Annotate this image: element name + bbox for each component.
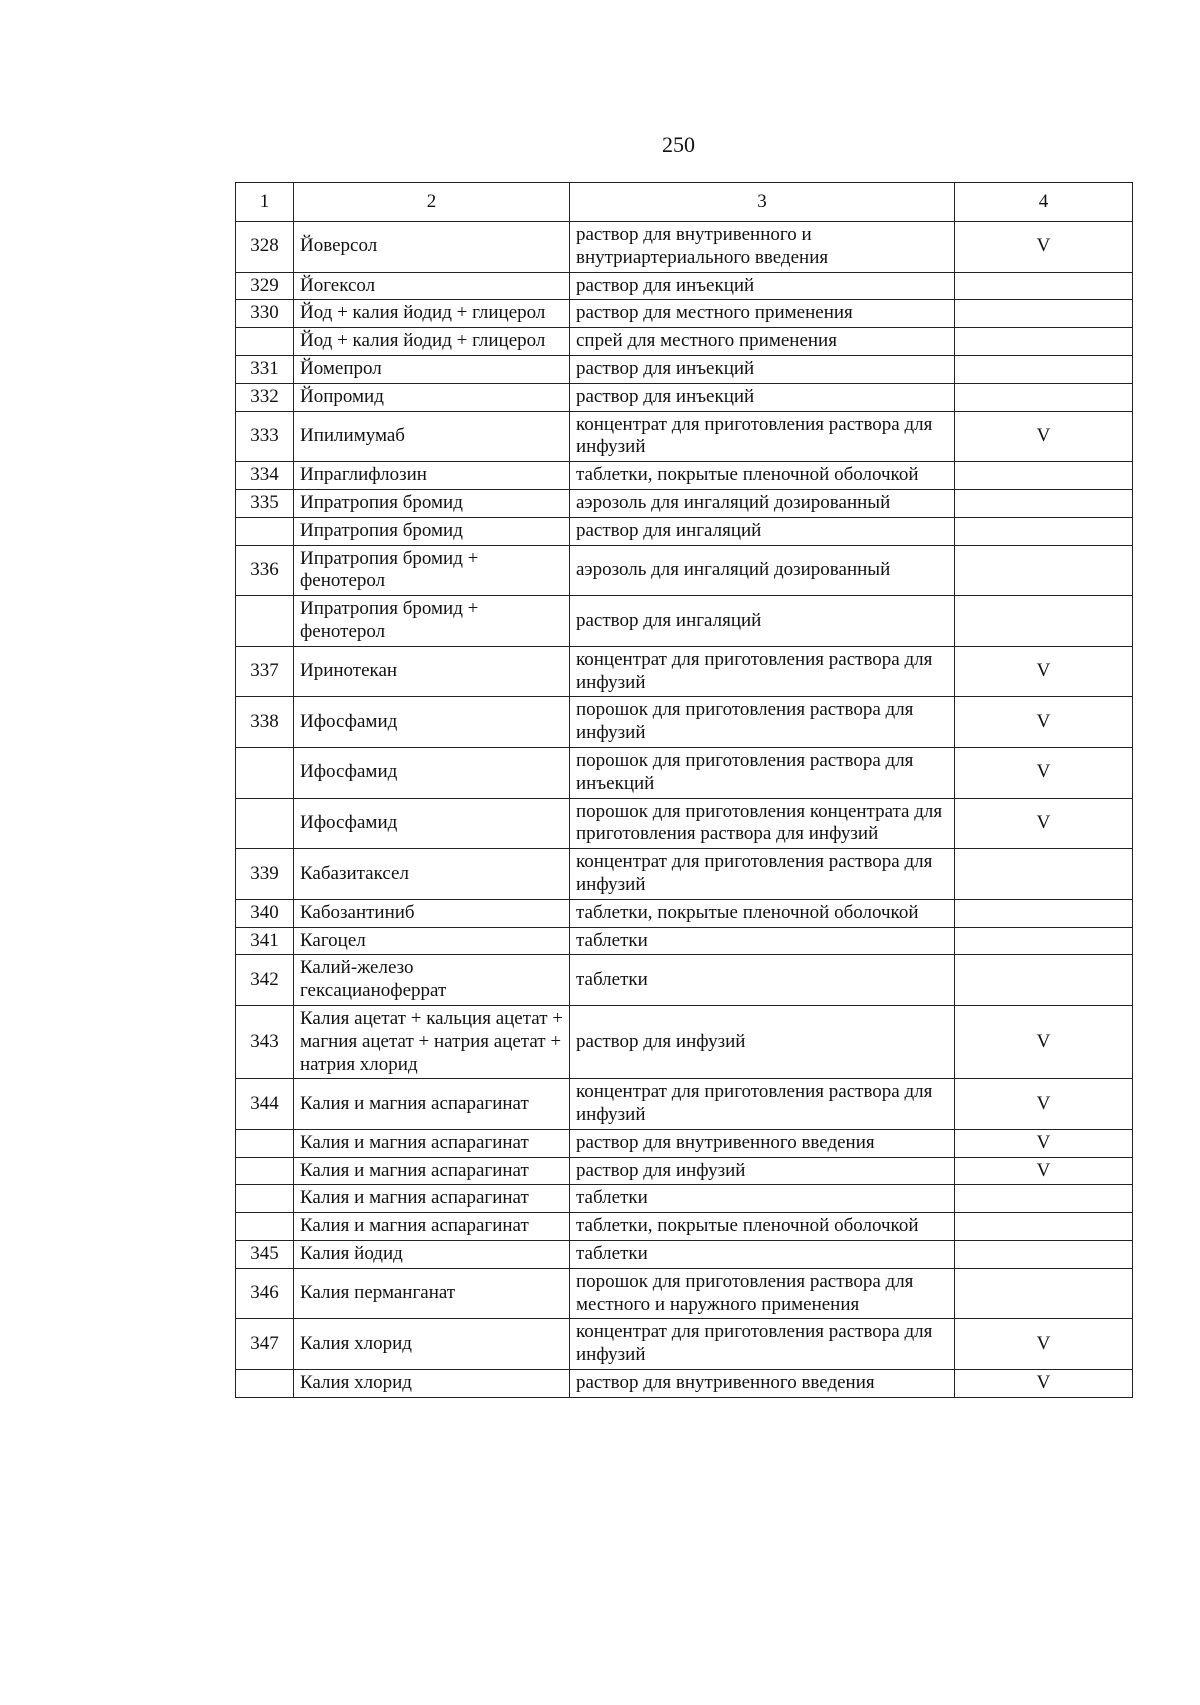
mark-cell [955,1213,1133,1241]
drug-name-cell: Ифосфамид [294,747,570,798]
dosage-form-cell: концентрат для приготовления раствора для инфузий [570,411,955,462]
drug-name-cell: Ипратропия бромид [294,517,570,545]
mark-cell: V [955,411,1133,462]
table-row [236,462,1133,490]
dosage-form-cell: таблетки [570,927,955,955]
table-row [236,1319,1133,1370]
table-row [236,328,1133,356]
row-number-cell: 328 [236,222,294,273]
dosage-form-cell: раствор для инъекций [570,272,955,300]
dosage-form-cell: раствор для инъекций [570,355,955,383]
mark-cell: V [955,222,1133,273]
drug-name-cell: Йомепрол [294,355,570,383]
dosage-form-cell: таблетки [570,1185,955,1213]
table-row [236,489,1133,517]
drug-name-cell: Калия перманганат [294,1268,570,1319]
mark-cell [955,272,1133,300]
drug-name-cell: Ипилимумаб [294,411,570,462]
drug-name-cell: Йод + калия йодид + глицерол [294,328,570,356]
dosage-form-cell: концентрат для приготовления раствора для инфузий [570,849,955,900]
table-row [236,1079,1133,1130]
dosage-form-cell: раствор для внутривенного введения [570,1129,955,1157]
table-row [236,545,1133,596]
drug-name-cell: Йоверсол [294,222,570,273]
row-number-cell [236,1157,294,1185]
drug-name-cell: Ифосфамид [294,697,570,748]
mark-cell [955,899,1133,927]
drug-name-cell: Иринотекан [294,646,570,697]
header-cell-form: 3 [570,183,955,222]
table-row [236,517,1133,545]
dosage-form-cell: порошок для приготовления раствора для местного и наружного применения [570,1268,955,1319]
dosage-form-cell: аэрозоль для ингаляций дозированный [570,489,955,517]
row-number-cell: 335 [236,489,294,517]
row-number-cell [236,1185,294,1213]
drug-name-cell: Йод + калия йодид + глицерол [294,300,570,328]
row-number-cell [236,1370,294,1398]
drug-name-cell: Йопромид [294,383,570,411]
table-row [236,383,1133,411]
drug-name-cell: Калия хлорид [294,1370,570,1398]
dosage-form-cell: раствор для ингаляций [570,596,955,647]
dosage-form-cell: раствор для местного применения [570,300,955,328]
header-cell-number: 1 [236,183,294,222]
row-number-cell: 332 [236,383,294,411]
table-row [236,411,1133,462]
table-row [236,1129,1133,1157]
table-row [236,747,1133,798]
table-row [236,272,1133,300]
table-row [236,1157,1133,1185]
drug-name-cell: Кагоцел [294,927,570,955]
dosage-form-cell: порошок для приготовления концентрата для приготовления раствора для инфузий [570,798,955,849]
mark-cell: V [955,646,1133,697]
row-number-cell: 339 [236,849,294,900]
row-number-cell: 341 [236,927,294,955]
row-number-cell: 337 [236,646,294,697]
table-row [236,222,1133,273]
mark-cell: V [955,697,1133,748]
row-number-cell: 338 [236,697,294,748]
header-cell-name: 2 [294,183,570,222]
drug-name-cell: Калия и магния аспарагинат [294,1185,570,1213]
dosage-form-cell: раствор для внутривенного введения [570,1370,955,1398]
mark-cell [955,328,1133,356]
drug-name-cell: Ифосфамид [294,798,570,849]
mark-cell [955,849,1133,900]
row-number-cell: 334 [236,462,294,490]
table-row [236,697,1133,748]
dosage-form-cell: аэрозоль для ингаляций дозированный [570,545,955,596]
row-number-cell: 344 [236,1079,294,1130]
page-number: 250 [662,132,695,157]
row-number-cell: 331 [236,355,294,383]
table-row [236,1241,1133,1269]
mark-cell: V [955,1005,1133,1078]
table-row [236,927,1133,955]
drug-name-cell: Ипраглифлозин [294,462,570,490]
drug-name-cell: Ипратропия бромид + фенотерол [294,596,570,647]
drug-name-cell: Кабозантиниб [294,899,570,927]
dosage-form-cell: спрей для местного применения [570,328,955,356]
dosage-form-cell: таблетки [570,955,955,1006]
row-number-cell: 333 [236,411,294,462]
table-row [236,899,1133,927]
dosage-form-cell: таблетки, покрытые пленочной оболочкой [570,462,955,490]
row-number-cell: 345 [236,1241,294,1269]
dosage-form-cell: раствор для инфузий [570,1005,955,1078]
row-number-cell: 336 [236,545,294,596]
mark-cell [955,927,1133,955]
drug-name-cell: Калия и магния аспарагинат [294,1129,570,1157]
dosage-form-cell: раствор для ингаляций [570,517,955,545]
drug-name-cell: Кабазитаксел [294,849,570,900]
mark-cell [955,462,1133,490]
dosage-form-cell: концентрат для приготовления раствора для инфузий [570,1079,955,1130]
dosage-form-cell: таблетки, покрытые пленочной оболочкой [570,1213,955,1241]
header-cell-mark: 4 [955,183,1133,222]
mark-cell [955,1268,1133,1319]
row-number-cell [236,798,294,849]
mark-cell: V [955,798,1133,849]
drug-table [235,182,1133,1398]
mark-cell [955,1185,1133,1213]
table-row [236,955,1133,1006]
dosage-form-cell: концентрат для приготовления раствора для инфузий [570,1319,955,1370]
dosage-form-cell: концентрат для приготовления раствора для инфузий [570,646,955,697]
mark-cell [955,955,1133,1006]
row-number-cell [236,747,294,798]
mark-cell [955,489,1133,517]
row-number-cell [236,328,294,356]
drug-name-cell: Калия ацетат + кальция ацетат + магния ацетат + натрия ацетат + натрия хлорид [294,1005,570,1078]
table-row [236,646,1133,697]
table-row [236,1213,1133,1241]
row-number-cell: 330 [236,300,294,328]
row-number-cell [236,1129,294,1157]
mark-cell: V [955,1129,1133,1157]
dosage-form-cell: раствор для внутривенного и внутриартериального введения [570,222,955,273]
mark-cell [955,545,1133,596]
drug-name-cell: Калия и магния аспарагинат [294,1157,570,1185]
table-row [236,596,1133,647]
table-row [236,300,1133,328]
drug-name-cell: Калия хлорид [294,1319,570,1370]
row-number-cell: 329 [236,272,294,300]
mark-cell [955,383,1133,411]
table-row [236,1005,1133,1078]
row-number-cell: 346 [236,1268,294,1319]
drug-name-cell: Ипратропия бромид + фенотерол [294,545,570,596]
mark-cell [955,596,1133,647]
row-number-cell: 340 [236,899,294,927]
mark-cell: V [955,1319,1133,1370]
table-row [236,355,1133,383]
table-header-row [236,183,1133,222]
mark-cell [955,517,1133,545]
row-number-cell [236,1213,294,1241]
table-row [236,1268,1133,1319]
drug-name-cell: Калия и магния аспарагинат [294,1213,570,1241]
table-row [236,849,1133,900]
dosage-form-cell: порошок для приготовления раствора для инъекций [570,747,955,798]
row-number-cell: 343 [236,1005,294,1078]
mark-cell: V [955,1157,1133,1185]
drug-name-cell: Калий-железо гексацианоферрат [294,955,570,1006]
table-row [236,1370,1133,1398]
dosage-form-cell: таблетки, покрытые пленочной оболочкой [570,899,955,927]
mark-cell: V [955,747,1133,798]
dosage-form-cell: порошок для приготовления раствора для инфузий [570,697,955,748]
dosage-form-cell: раствор для инъекций [570,383,955,411]
row-number-cell [236,596,294,647]
table-row [236,1185,1133,1213]
row-number-cell: 342 [236,955,294,1006]
drug-name-cell: Ипратропия бромид [294,489,570,517]
drug-name-cell: Калия йодид [294,1241,570,1269]
dosage-form-cell: таблетки [570,1241,955,1269]
mark-cell: V [955,1370,1133,1398]
table-row [236,798,1133,849]
mark-cell: V [955,1079,1133,1130]
mark-cell [955,1241,1133,1269]
dosage-form-cell: раствор для инфузий [570,1157,955,1185]
row-number-cell: 347 [236,1319,294,1370]
mark-cell [955,355,1133,383]
drug-name-cell: Калия и магния аспарагинат [294,1079,570,1130]
row-number-cell [236,517,294,545]
drug-name-cell: Йогексол [294,272,570,300]
mark-cell [955,300,1133,328]
